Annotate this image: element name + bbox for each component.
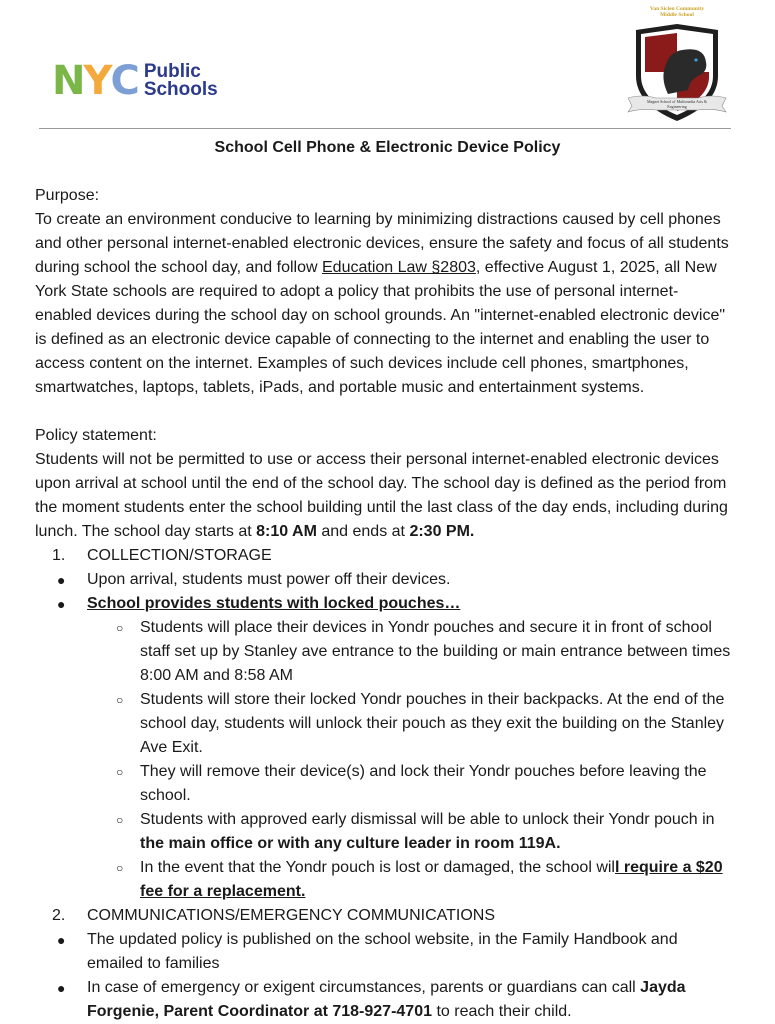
section-title: COLLECTION/STORAGE <box>87 547 272 564</box>
sub-list-item-text: In the event that the Yondr pouch is lost or damaged, the school wil <box>140 859 615 876</box>
bullet-icon: ● <box>57 572 66 588</box>
sub-list-item-text: Students will place their devices in Yondr pouches and secure it in front of school staff set up by Stanley ave entrance to the building or main entrance between times 8:00 AM and 8:58 AM <box>140 619 731 684</box>
sub-list-item <box>35 616 735 688</box>
sub-bullet-icon: ○ <box>116 861 124 875</box>
sub-list-item-text: They will remove their device(s) and lock their Yondr pouches before leaving the school. <box>140 763 707 804</box>
nyc-letter-c: C <box>110 58 138 104</box>
section-1-heading <box>35 544 735 568</box>
sub-list-item-text: Students will store their locked Yondr pouches in their backpacks. At the end of the school day, students will unlock their pouch as they exit the building on the Stanley Ave Exit. <box>140 691 725 756</box>
nyc-letters <box>52 58 138 104</box>
sub-list-item-text: Students with approved early dismissal will be able to unlock their Yondr pouch in <box>140 811 715 828</box>
purpose-paragraph <box>35 208 735 400</box>
sub-bullet-icon: ○ <box>116 765 124 779</box>
logo-line-public: Public <box>143 61 201 82</box>
purpose-heading: Purpose: <box>35 187 100 204</box>
section-title: COMMUNICATIONS/EMERGENCY COMMUNICATIONS <box>87 907 496 924</box>
locked-pouches-heading: School provides students with locked pouches… <box>87 595 461 612</box>
sub-bullet-icon: ○ <box>116 621 124 635</box>
list-item <box>35 928 735 976</box>
bullet-icon: ● <box>57 596 66 612</box>
list-item-text: Upon arrival, students must power off their devices. <box>87 571 451 588</box>
policy-text: Students will not be permitted to use or access their personal internet-enabled electronic devices upon arrival at school until the end of the school day. The school day is defined as the period from the moment students enter the school building until the last class of the day ends, including during lunch. The school day starts at <box>35 451 728 540</box>
section-2-heading <box>35 904 735 928</box>
public-schools-wordmark <box>144 63 218 99</box>
svg-text:Engineering: Engineering <box>667 104 687 109</box>
sub-bullet-icon: ○ <box>116 693 124 707</box>
section-number: 2. <box>52 907 66 924</box>
school-crest-logo <box>622 6 732 128</box>
policy-heading: Policy statement: <box>35 427 157 444</box>
nyc-letter-y: Y <box>83 58 111 104</box>
education-law-link[interactable]: Education Law §2803 <box>322 259 476 276</box>
document-body <box>35 184 735 1024</box>
sub-list-item <box>35 760 735 808</box>
document-title: School Cell Phone & Electronic Device Policy <box>214 139 561 156</box>
crest-name-line2: Middle School <box>660 12 694 18</box>
bullet-icon: ● <box>57 980 66 996</box>
list-item <box>35 592 735 616</box>
spacer <box>35 400 735 424</box>
sub-bullet-icon: ○ <box>116 813 124 827</box>
end-time: 2:30 PM. <box>409 523 475 540</box>
start-time: 8:10 AM <box>256 523 317 540</box>
list-item-text: The updated policy is published on the school website, in the Family Handbook and emailed to families <box>87 931 678 972</box>
sub-list-item <box>35 688 735 760</box>
nyc-letter-n: N <box>52 58 84 104</box>
bullet-icon: ● <box>57 932 66 948</box>
replacement-fee: l require a $20 fee for a replacement. <box>140 859 723 900</box>
logo-line-schools: Schools <box>143 79 218 100</box>
header-divider <box>39 128 731 129</box>
purpose-text-1: To create an environment conducive to learning by minimizing distractions caused by cell phones and other personal internet-enabled electronic devices, ensure the safety and focus of all students during school the school day, and follow <box>35 211 729 276</box>
early-dismissal-location: the main office or with any culture leader in room 119A. <box>140 835 561 852</box>
purpose-text-2: , effective August 1, 2025, all New York State schools are required to adopt a policy that prohibits the use of personal internet-enabled devices during the school day on school grounds. An "internet-enabled electronic device" is defined as an electronic device capable of connecting to the internet and enabling the user to access content on the internet. Examples of such devices include cell phones, smartphones, smartwatches, laptops, tablets, iPads, and portable music and entertainment systems. <box>35 259 726 396</box>
nyc-public-schools-logo <box>52 58 218 104</box>
svg-text:Magnet School of Multimedia Ar: Magnet School of Multimedia Arts & <box>646 99 708 104</box>
list-item-text: In case of emergency or exigent circumstances, parents or guardians can call <box>87 979 641 996</box>
policy-paragraph <box>35 448 735 544</box>
parent-coordinator-contact: Jayda Forgenie, Parent Coordinator at 718-927-4701 <box>87 979 686 1020</box>
list-item-text: to reach their child. <box>432 1003 572 1020</box>
policy-mid: and ends at <box>316 523 410 540</box>
list-item <box>35 568 735 592</box>
sub-list-item <box>35 856 735 904</box>
crest-name-line1: Van Siclen Community <box>649 6 705 12</box>
sub-list-item <box>35 808 735 856</box>
list-item <box>35 976 735 1024</box>
shield-panther-icon <box>622 6 732 128</box>
section-number: 1. <box>52 547 66 564</box>
